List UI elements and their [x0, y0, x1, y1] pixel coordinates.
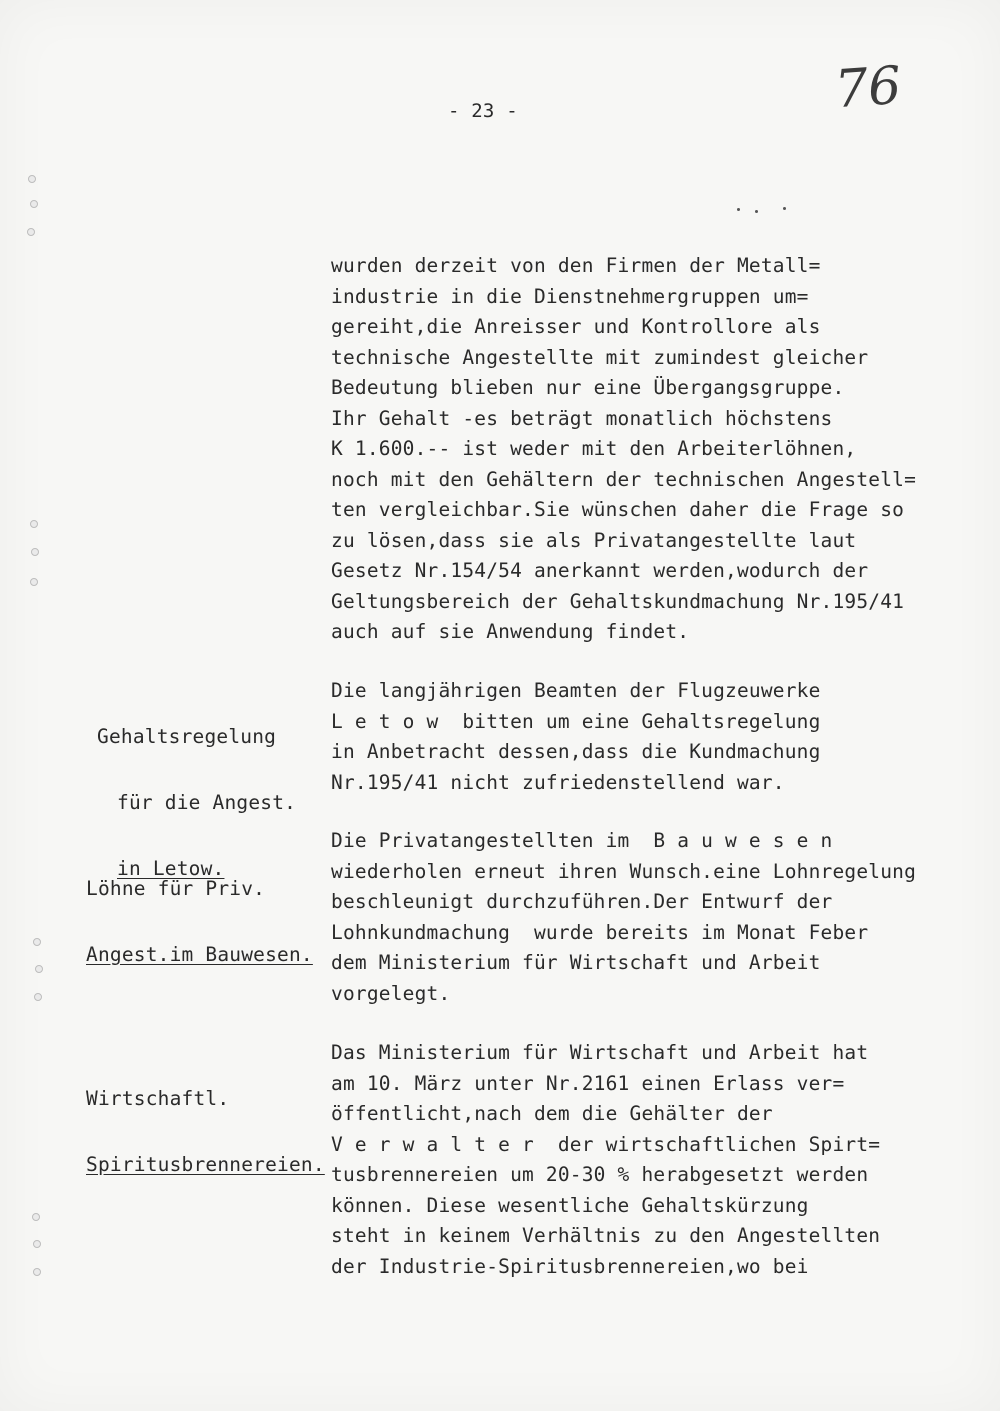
heading-line: Löhne für Priv.: [86, 877, 266, 900]
text-line: Bedeutung blieben nur eine Übergangsgruppe.: [331, 376, 845, 399]
section-bauwesen-body: [331, 826, 971, 1009]
speck-mark: [783, 207, 786, 210]
text-line: ten vergleichbar.Sie wünschen daher die Frage so: [331, 498, 905, 521]
text-line: zu lösen,dass sie als Privatangestellte laut: [331, 528, 857, 552]
heading-line: für die Angest.: [117, 791, 297, 814]
page-number: - 23 -: [448, 100, 518, 122]
punch-hole-mark: [33, 938, 41, 946]
speck-mark: [737, 208, 740, 211]
text-line: können. Diese wesentliche Gehaltskürzung: [331, 1193, 809, 1217]
text-line: der Industrie-Spiritusbrennereien,wo bei: [331, 1254, 809, 1278]
text-line: Die langjährigen Beamten der Flugzeuwerke: [331, 679, 821, 702]
text-line: K 1.600.-- ist weder mit den Arbeiterlöhnen,: [331, 437, 857, 460]
margin-heading-spiritus: [86, 1043, 325, 1221]
underlined-heading-text: Angest.im Bauwesen.: [86, 943, 313, 966]
section-spiritus-body: [331, 1038, 971, 1282]
text-line: steht in keinem Verhältnis zu den Angestellten: [331, 1224, 881, 1247]
heading-line: [86, 1155, 325, 1175]
text-line: vorgelegt.: [331, 981, 451, 1005]
text-line: beschleunigt durchzuführen.Der Entwurf der: [331, 890, 833, 913]
text-line: in Anbetracht dessen,dass die Kundmachung: [331, 740, 821, 763]
punch-hole-mark: [30, 200, 38, 208]
punch-hole-mark: [31, 548, 39, 556]
text-line: noch mit den Gehältern der technischen Angestell=: [331, 467, 917, 491]
underlined-heading-text: Spiritusbrennereien.: [86, 1153, 325, 1176]
text-line: gereiht,die Anreisser und Kontrollore als: [331, 315, 821, 338]
heading-line: Wirtschaftl.: [86, 1087, 230, 1110]
punch-hole-mark: [34, 993, 42, 1001]
text-line: am 10. März unter Nr.2161 einen Erlass ver=: [331, 1071, 845, 1095]
text-line: V e r w a l t e r der wirtschaftlichen Spirt=: [331, 1132, 881, 1156]
heading-line: Gehaltsregelung: [97, 725, 277, 748]
text-line: Nr.195/41 nicht zufriedenstellend war.: [331, 770, 785, 794]
text-line: dem Ministerium für Wirtschaft und Arbeit: [331, 951, 821, 974]
speck-mark: [755, 210, 758, 213]
text-line: wiederholen erneut ihren Wunsch.eine Lohnregelung: [331, 859, 917, 883]
text-line: öffentlicht,nach dem die Gehälter der: [331, 1102, 773, 1125]
text-line: Das Ministerium für Wirtschaft und Arbeit hat: [331, 1041, 869, 1064]
handwritten-folio-number: 76: [832, 55, 904, 121]
text-line: auch auf sie Anwendung findet.: [331, 620, 690, 643]
text-line: L e t o w bitten um eine Gehaltsregelung: [331, 709, 821, 733]
punch-hole-mark: [30, 520, 38, 528]
heading-line: [86, 945, 313, 965]
text-line: industrie in die Dienstnehmergruppen um=: [331, 284, 809, 308]
punch-hole-mark: [35, 965, 43, 973]
punch-hole-mark: [32, 1213, 40, 1221]
punch-hole-mark: [33, 1268, 41, 1276]
punch-hole-mark: [28, 175, 36, 183]
punch-hole-mark: [33, 1240, 41, 1248]
text-line: Lohnkundmachung wurde bereits im Monat Feber: [331, 920, 869, 944]
intro-paragraph: [331, 251, 971, 648]
text-line: technische Angestellte mit zumindest gleicher: [331, 345, 869, 369]
text-line: Geltungsbereich der Gehaltskundmachung Nr.195/41: [331, 589, 905, 613]
punch-hole-mark: [30, 578, 38, 586]
text-line: Gesetz Nr.154/54 anerkannt werden,wodurch der: [331, 559, 869, 582]
punch-hole-mark: [27, 228, 35, 236]
section-letow-body: [331, 676, 971, 798]
margin-heading-bauwesen: [86, 833, 313, 1011]
text-line: tusbrennereien um 20-30 % herabgesetzt werden: [331, 1163, 869, 1186]
text-line: Ihr Gehalt -es beträgt monatlich höchstens: [331, 406, 833, 430]
text-line: wurden derzeit von den Firmen der Metall=: [331, 254, 821, 277]
underlined-heading-text: in Letow.: [117, 857, 225, 880]
text-line: Die Privatangestellten im B a u w e s e n: [331, 829, 833, 852]
